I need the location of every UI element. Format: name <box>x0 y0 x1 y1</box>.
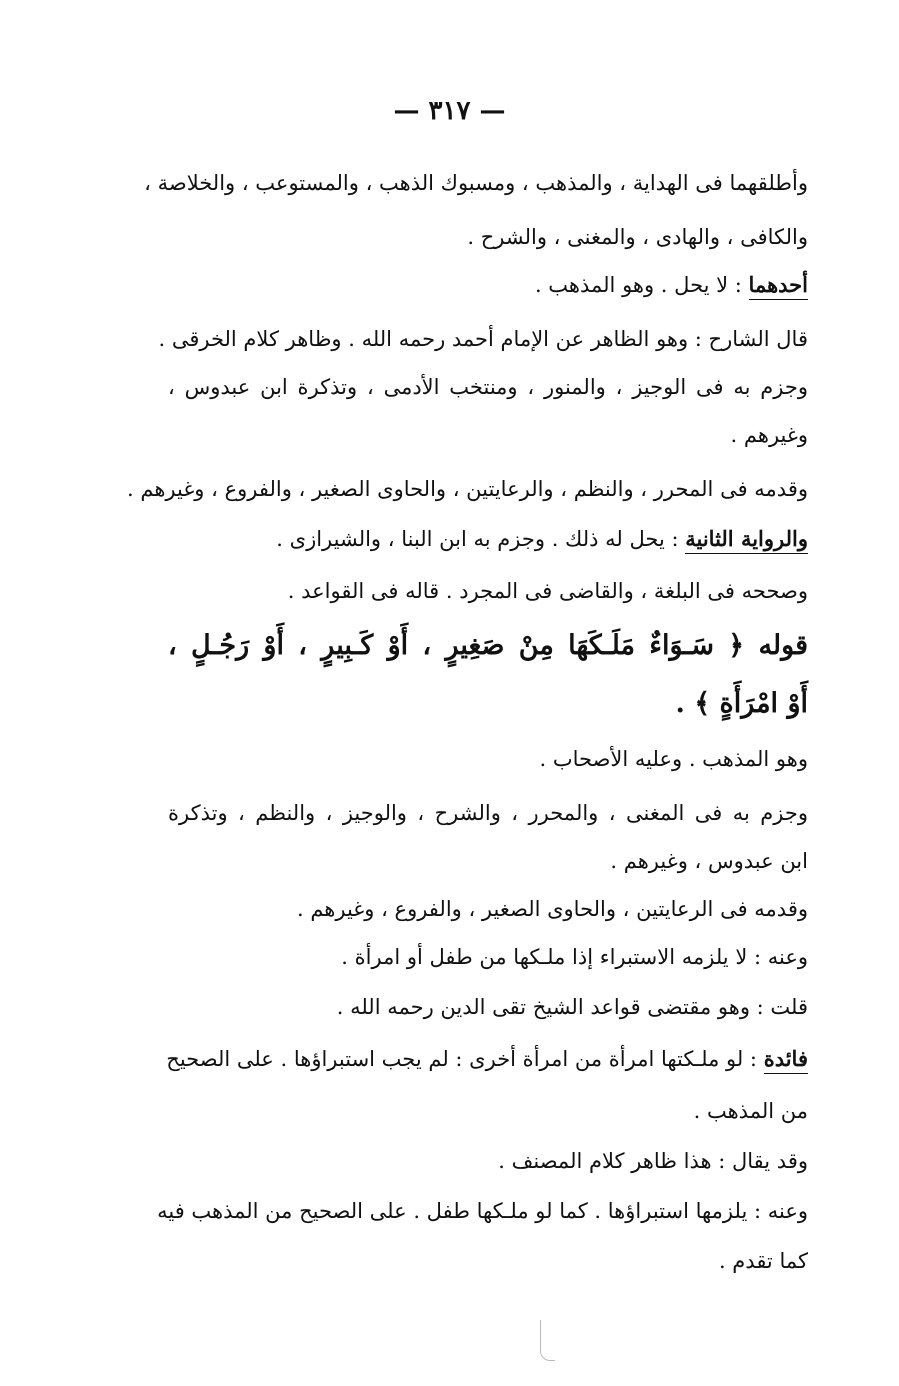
page-number: — ٣١٧ — <box>393 96 506 126</box>
text-segment: : لا يحل . وهو المذهب . <box>534 273 749 297</box>
text-line: وقدمه فى الرعايتين ، والحاوى الصغير ، والفروع ، وغيرهم . <box>296 897 808 921</box>
quoted-verse-line: قوله ﴿ سَـوَاءٌ مَلَـكَهَا مِنْ صَغِيرٍ ، أَوْ كَـبِيرٍ ، أَوْ رَجُـلٍ ، <box>168 630 808 661</box>
text-segment: : لو ملـكتها امرأة من امرأة أخرى : لم يجب استبراؤها . على الصحيح <box>166 1047 764 1071</box>
text-line <box>168 524 808 554</box>
text-line: وجزم به فى المغنى ، والمحرر ، والشرح ، والوجيز ، والنظم ، وتذكرة <box>168 801 808 825</box>
text-line: وجزم به فى الوجيز ، والمنور ، ومنتخب الأدمى ، وتذكرة ابن عبدوس ، <box>168 375 808 399</box>
text-line <box>168 1044 808 1074</box>
section-lead: أحدهما <box>749 272 808 300</box>
text-line: قال الشارح : وهو الظاهر عن الإمام أحمد رحمه الله . وظاهر كلام الخرقى . <box>158 327 808 351</box>
section-lead: فائدة <box>764 1046 808 1074</box>
text-line: من المذهب . <box>693 1099 808 1123</box>
text-segment: : يحل له ذلك . وجزم به ابن البنا ، والشيرازى . <box>276 527 686 551</box>
quoted-verse-line: أَوْ امْرَأَةٍ ﴾ . <box>675 688 808 719</box>
text-line: وعنه : يلزمها استبراؤها . كما لو ملـكها طفل . على الصحيح من المذهب فيه <box>157 1199 808 1223</box>
text-line: وصححه فى البلغة ، والقاضى فى المجرد . قاله فى القواعد . <box>287 579 808 603</box>
text-line: كما تقدم . <box>718 1249 808 1273</box>
text-line: وقد يقال : هذا ظاهر كلام المصنف . <box>498 1149 808 1173</box>
text-line: والكافى ، والهادى ، والمغنى ، والشرح . <box>467 225 808 249</box>
text-line: وقدمه فى المحرر ، والنظم ، والرعايتين ، والحاوى الصغير ، والفروع ، وغيرهم . <box>127 477 808 501</box>
text-line: وعنه : لا يلزمه الاستبراء إذا ملـكها من طفل أو امرأة . <box>341 945 808 969</box>
text-line: وهو المذهب . وعليه الأصحاب . <box>539 747 808 771</box>
text-line: وأطلقهما فى الهداية ، والمذهب ، ومسبوك الذهب ، والمستوعب ، والخلاصة ، <box>144 171 808 195</box>
text-line: وغيرهم . <box>730 423 808 447</box>
section-lead: والرواية الثانية <box>685 526 808 554</box>
text-line: قلت : وهو مقتضى قواعد الشيخ تقى الدين رحمه الله . <box>336 995 808 1019</box>
text-line <box>168 270 808 300</box>
text-line: ابن عبدوس ، وغيرهم . <box>610 849 808 873</box>
scan-mark <box>540 1320 555 1361</box>
